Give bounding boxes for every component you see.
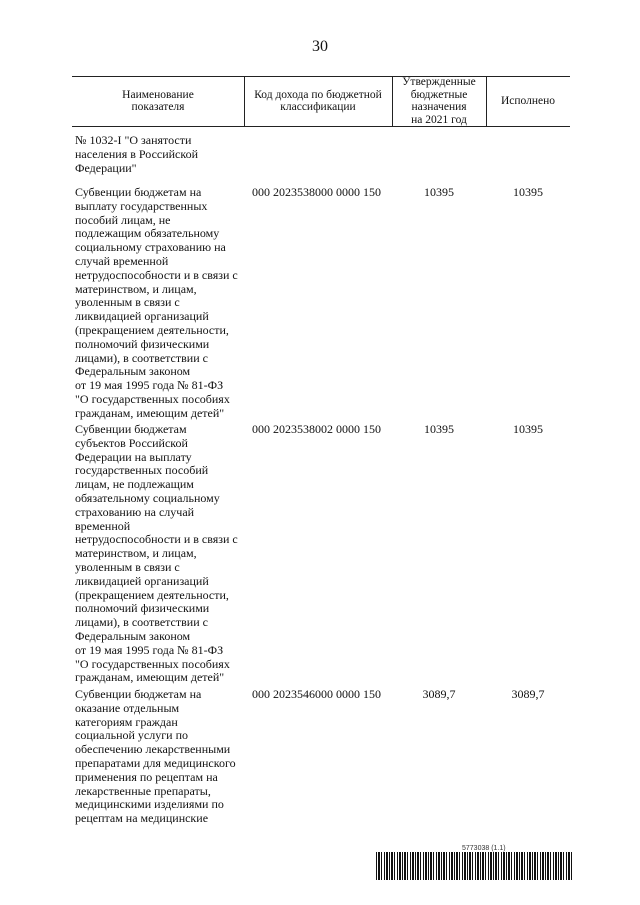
row-approved: 10395 xyxy=(424,422,454,436)
column-header-code: Код дохода по бюджетной классификации xyxy=(254,88,382,113)
row-approved: 3089,7 xyxy=(422,687,456,701)
row-code: 000 2023538002 0000 150 xyxy=(252,422,381,436)
column-header-name: Наименование показателя xyxy=(122,88,194,113)
row-done: 3089,7 xyxy=(511,687,545,701)
row-name: Субвенции бюджетам на выплату государственных пособий лицам, не подлежащим обязательному социальному страхованию на случай временной нетрудоспособности и в связи с материнством, и лицам, уволенным в связи с ликвидацией организаций (прекращением деятельности, полномочий физическими лицами), в соответствии с Федеральным законом от 19 мая 1995 года № 81-ФЗ "О государственных пособиях гражданам, имеющим детей" xyxy=(75,185,238,420)
row-code: 000 2023538000 0000 150 xyxy=(252,185,381,199)
row-done: 10395 xyxy=(513,422,543,436)
row-name: № 1032-I "О занятости населения в Российской Федерации" xyxy=(75,133,199,175)
column-header-approved: Утвержденные бюджетные назначения на 2021 год xyxy=(402,76,476,126)
row-name: Субвенции бюджетам на оказание отдельным категориям граждан социальной услуги по обеспечению лекарственными препаратами для медицинского применения по рецептам на лекарственные препараты, медицинскими изделиями по рецептам на медицинские xyxy=(75,687,236,826)
page-number: 30 xyxy=(312,38,328,55)
row-approved: 10395 xyxy=(424,185,454,199)
table-header-bottom-rule xyxy=(72,126,570,127)
row-code: 000 2023546000 0000 150 xyxy=(252,687,381,701)
barcode xyxy=(376,852,572,880)
row-name: Субвенции бюджетам субъектов Российской Федерации на выплату государственных пособий лицам, не подлежащим обязательному социальному страхованию на случай временной нетрудоспособности и в связи с материнством, и лицам, уволенным в связи с ликвидацией организаций (прекращением деятельности, полномочий физическими лицами), в соответствии с Федеральным законом от 19 мая 1995 года № 81-ФЗ "О государственных пособиях гражданам, имеющим детей" xyxy=(75,422,238,685)
column-header-done: Исполнено xyxy=(500,94,556,107)
row-done: 10395 xyxy=(513,185,543,199)
document-code: 5773038 (1.1) xyxy=(462,845,506,852)
